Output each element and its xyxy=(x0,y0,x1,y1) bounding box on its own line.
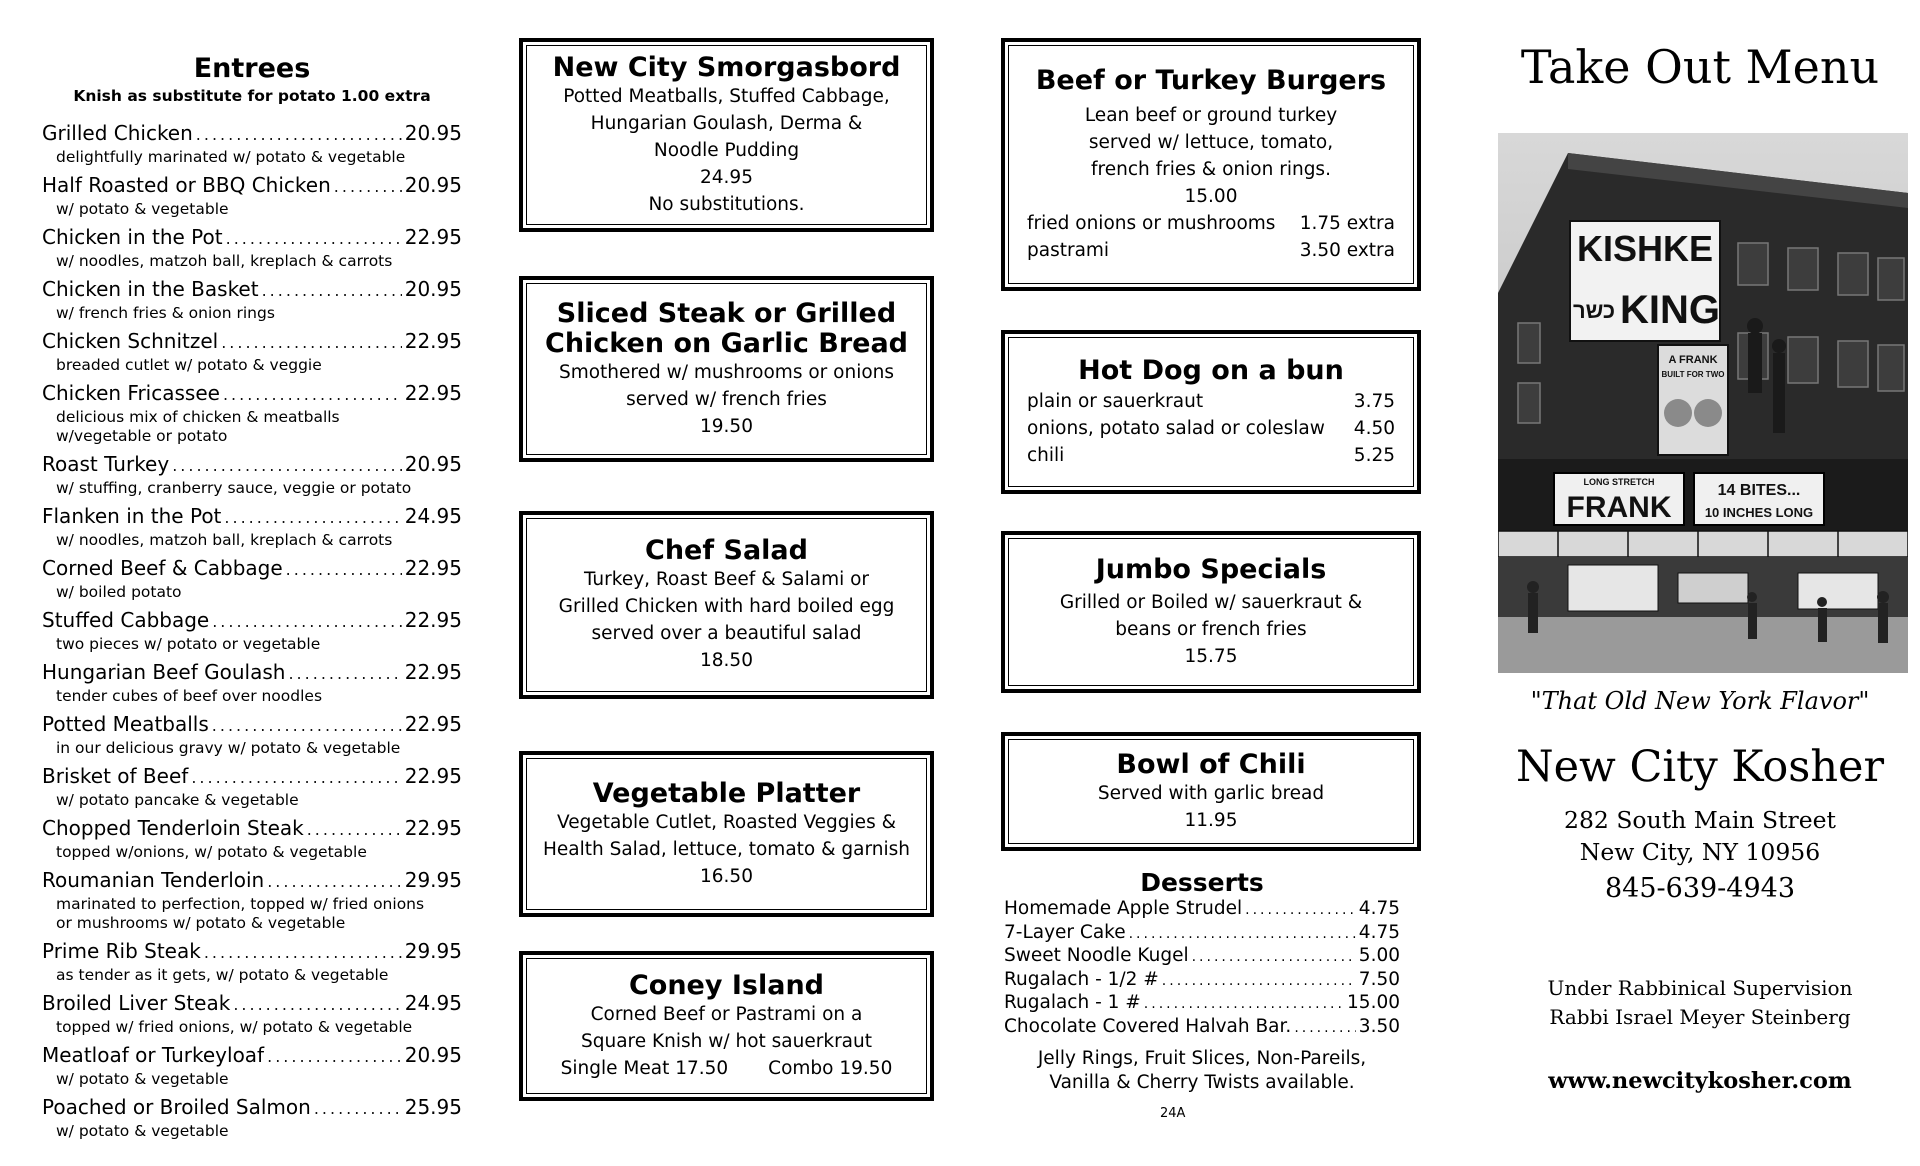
entree-line xyxy=(42,607,462,635)
entree-line xyxy=(42,938,462,966)
entree-description: topped w/onions, w/ potato & vegetable xyxy=(56,843,367,861)
burgers-extra-row xyxy=(1009,210,1413,237)
leader-dots xyxy=(1129,923,1356,946)
smorgasbord-box xyxy=(519,38,934,232)
leader-dots xyxy=(223,382,402,408)
chef-salad-line: Turkey, Roast Beef & Salami or xyxy=(583,569,870,590)
smorgasbord-line: Noodle Pudding xyxy=(653,139,800,161)
burgers-extra-row xyxy=(1009,237,1413,264)
entree-description: two pieces w/ potato or vegetable xyxy=(56,635,321,653)
entree-item xyxy=(42,990,462,1037)
chili-price: 11.95 xyxy=(1184,809,1238,831)
chili-line: Served with garlic bread xyxy=(1097,782,1325,804)
entree-name: Poached or Broiled Salmon xyxy=(42,1095,311,1119)
burgers-title: Beef or Turkey Burgers xyxy=(1035,64,1387,96)
entree-name: Chicken in the Pot xyxy=(42,225,223,249)
desserts-note-line: Vanilla & Cherry Twists available. xyxy=(1049,1072,1355,1093)
dessert-name: Sweet Noodle Kugel xyxy=(1004,945,1189,966)
entree-price: 25.95 xyxy=(404,1095,462,1119)
smorgasbord-line: Hungarian Goulash, Derma & xyxy=(590,112,863,134)
entree-item xyxy=(42,659,462,706)
steak-sandwich-line: Smothered w/ mushrooms or onions xyxy=(558,361,895,383)
dessert-item xyxy=(1004,945,1400,969)
leader-dots xyxy=(334,174,402,200)
entree-item xyxy=(42,451,462,498)
entree-price: 29.95 xyxy=(404,868,462,892)
entree-line xyxy=(42,867,462,895)
entree-description: w/ potato & vegetable xyxy=(56,200,229,218)
entree-name: Roast Turkey xyxy=(42,452,170,476)
entree-name: Chicken in the Basket xyxy=(42,277,259,301)
burgers-line: served w/ lettuce, tomato, xyxy=(1088,131,1334,153)
entree-line xyxy=(42,451,462,479)
entree-line xyxy=(42,172,462,200)
vegetable-platter-box xyxy=(519,751,934,917)
dessert-name: Rugalach - 1 # xyxy=(1004,992,1141,1013)
burgers-extra-price: 1.75 extra xyxy=(1299,212,1395,234)
address-line-1: 282 South Main Street xyxy=(1564,806,1836,834)
entree-name: Broiled Liver Steak xyxy=(42,991,231,1015)
entree-name: Corned Beef & Cabbage xyxy=(42,556,283,580)
leader-dots xyxy=(191,765,401,791)
entree-item xyxy=(42,1094,462,1141)
steak-sandwich-title-line1: Sliced Steak or Grilled xyxy=(556,297,897,329)
chef-salad-price: 18.50 xyxy=(700,650,753,671)
entree-line xyxy=(42,503,462,531)
supervision-line-1: Under Rabbinical Supervision xyxy=(1547,976,1853,1000)
chef-salad-box xyxy=(519,511,934,699)
leader-dots xyxy=(1294,1017,1355,1040)
entree-name: Roumanian Tenderloin xyxy=(42,868,265,892)
coney-island-box xyxy=(519,951,934,1101)
entree-name: Chicken Schnitzel xyxy=(42,329,219,353)
entree-description: in our delicious gravy w/ potato & vegetable xyxy=(56,739,401,757)
leader-dots xyxy=(1245,899,1356,922)
entree-price: 22.95 xyxy=(404,816,462,840)
dessert-price: 5.00 xyxy=(1358,945,1400,966)
entree-name: Potted Meatballs xyxy=(42,712,209,736)
jumbo-title: Jumbo Specials xyxy=(1095,553,1327,585)
desserts-section xyxy=(1004,868,1400,1095)
entree-name: Prime Rib Steak xyxy=(42,939,201,963)
leader-dots xyxy=(233,992,401,1018)
photo-sign-inches: 10 INCHES LONG xyxy=(1704,505,1814,520)
photo-sign-frank: FRANK xyxy=(1566,491,1672,524)
hot-dog-label: plain or sauerkraut xyxy=(1027,390,1204,412)
photo-sign-kishke: KISHKE xyxy=(1576,228,1714,269)
entree-description: w/ potato pancake & vegetable xyxy=(56,791,299,809)
entree-price: 20.95 xyxy=(404,452,462,476)
smorgasbord-line: Potted Meatballs, Stuffed Cabbage, xyxy=(563,85,890,107)
entree-description: delightfully marinated w/ potato & vegetable xyxy=(56,148,406,166)
leader-dots xyxy=(212,713,402,739)
chef-salad-line: Grilled Chicken with hard boiled egg xyxy=(558,596,895,617)
entree-description: breaded cutlet w/ potato & veggie xyxy=(56,356,322,374)
dessert-item xyxy=(1004,969,1400,993)
entrees-title: Entrees xyxy=(193,53,311,84)
leader-dots xyxy=(226,226,402,252)
entree-item xyxy=(42,224,462,271)
dessert-name: Chocolate Covered Halvah Bar. xyxy=(1004,1015,1292,1037)
steak-sandwich-price: 19.50 xyxy=(700,415,753,437)
coney-island-single-price: Single Meat 17.50 xyxy=(560,1057,729,1079)
photo-sign-king: KING xyxy=(1620,288,1720,332)
entree-name: Hungarian Beef Goulash xyxy=(42,660,286,684)
photo-sign-hebrew: כשר xyxy=(1572,298,1616,323)
dessert-price: 15.00 xyxy=(1347,992,1400,1013)
entree-name: Stuffed Cabbage xyxy=(42,608,210,632)
photo-sign-a-frank: A FRANK xyxy=(1668,354,1718,366)
entree-description: marinated to perfection, topped w/ fried onions or mushrooms w/ potato & vegetable xyxy=(56,895,425,932)
entree-price: 22.95 xyxy=(404,329,462,353)
leader-dots xyxy=(224,505,401,531)
steak-sandwich-box xyxy=(519,276,934,462)
dessert-name: Homemade Apple Strudel xyxy=(1004,898,1243,919)
photo-sign-bites: 14 BITES... xyxy=(1717,482,1801,499)
jumbo-box xyxy=(1001,531,1421,693)
entree-price: 22.95 xyxy=(404,225,462,249)
vegetable-platter-title: Vegetable Platter xyxy=(592,777,861,809)
phone-number: 845-639-4943 xyxy=(1604,873,1796,904)
restaurant-name: New City Kosher xyxy=(1515,742,1885,792)
entree-price: 24.95 xyxy=(404,991,462,1015)
desserts-note xyxy=(1004,1047,1400,1095)
entree-description: w/ potato & vegetable xyxy=(56,1122,229,1140)
restaurant-photo xyxy=(1498,133,1908,673)
leader-dots xyxy=(1162,970,1356,993)
entree-name: Grilled Chicken xyxy=(42,121,193,145)
entree-price: 22.95 xyxy=(404,381,462,405)
entree-item xyxy=(42,763,462,810)
entree-name: Brisket of Beef xyxy=(42,764,189,788)
supervision-line-2: Rabbi Israel Meyer Steinberg xyxy=(1549,1005,1851,1029)
entree-line xyxy=(42,224,462,252)
entree-line xyxy=(42,380,462,408)
coney-island-line: Corned Beef or Pastrami on a xyxy=(590,1003,863,1025)
burgers-extra-price: 3.50 extra xyxy=(1299,239,1395,261)
hot-dog-title: Hot Dog on a bun xyxy=(1078,354,1344,386)
entree-price: 20.95 xyxy=(404,121,462,145)
chili-box xyxy=(1001,732,1421,851)
leader-dots xyxy=(212,609,402,635)
dessert-price: 3.50 xyxy=(1358,1015,1400,1037)
entree-description: tender cubes of beef over noodles xyxy=(56,687,323,705)
jumbo-line: beans or french fries xyxy=(1115,618,1307,640)
entrees-subtitle: Knish as substitute for potato 1.00 extra xyxy=(73,87,431,105)
entree-name: Meatloaf or Turkeyloaf xyxy=(42,1043,265,1067)
entree-price: 22.95 xyxy=(404,556,462,580)
entree-price: 29.95 xyxy=(404,939,462,963)
jumbo-price: 15.75 xyxy=(1184,645,1238,667)
entree-item xyxy=(42,867,462,933)
dessert-price: 4.75 xyxy=(1358,921,1400,943)
leader-dots xyxy=(288,661,401,687)
dessert-item xyxy=(1004,922,1400,946)
steak-sandwich-line: served w/ french fries xyxy=(626,388,827,410)
hot-dog-box xyxy=(1001,330,1421,494)
entree-description: w/ noodles, matzoh ball, kreplach & carrots xyxy=(56,252,393,270)
entree-item xyxy=(42,328,462,375)
chef-salad-title: Chef Salad xyxy=(645,535,808,566)
tagline: "That Old New York Flavor" xyxy=(1530,687,1870,715)
burgers-extra-label: fried onions or mushrooms xyxy=(1027,212,1276,234)
entree-price: 22.95 xyxy=(404,660,462,684)
menu-title: Take Out Menu xyxy=(1520,40,1880,94)
entree-line xyxy=(42,763,462,791)
entree-list xyxy=(42,120,462,1141)
smorgasbord-price: 24.95 xyxy=(700,166,753,188)
burgers-price: 15.00 xyxy=(1184,185,1238,207)
desserts-note-line: Jelly Rings, Fruit Slices, Non-Pareils, xyxy=(1037,1048,1367,1069)
dessert-name: Rugalach - 1/2 # xyxy=(1004,968,1159,990)
coney-island-title: Coney Island xyxy=(628,969,825,1001)
dessert-name: 7-Layer Cake xyxy=(1004,921,1126,943)
jumbo-line: Grilled or Boiled w/ sauerkraut & xyxy=(1059,591,1363,613)
entree-name: Flanken in the Pot xyxy=(42,504,222,528)
chef-salad-line: served over a beautiful salad xyxy=(591,623,862,644)
hot-dog-label: onions, potato salad or coleslaw xyxy=(1027,417,1325,439)
entree-line xyxy=(42,120,462,148)
leader-dots xyxy=(314,1096,402,1122)
entree-name: Half Roasted or BBQ Chicken xyxy=(42,173,331,197)
entree-line xyxy=(42,1042,462,1070)
entree-line xyxy=(42,659,462,687)
hot-dog-price: 5.25 xyxy=(1353,444,1395,466)
photo-street xyxy=(1498,617,1908,673)
photo-sign-built-for-two: BUILT FOR TWO xyxy=(1661,370,1725,379)
entree-item xyxy=(42,276,462,323)
hot-dog-row xyxy=(1009,442,1413,469)
burgers-extra-label: pastrami xyxy=(1027,239,1110,261)
dessert-list xyxy=(1004,898,1400,1039)
leader-dots xyxy=(262,278,402,304)
entree-description: delicious mix of chicken & meatballs w/vegetable or potato xyxy=(56,408,340,445)
hot-dog-price: 4.50 xyxy=(1353,417,1395,439)
dessert-price: 4.75 xyxy=(1358,898,1400,919)
entree-item xyxy=(42,503,462,550)
entree-item xyxy=(42,711,462,758)
hot-dog-row xyxy=(1009,388,1413,415)
chili-title: Bowl of Chili xyxy=(1116,748,1306,780)
entree-item xyxy=(42,938,462,985)
entree-description: as tender as it gets, w/ potato & vegetable xyxy=(56,966,389,984)
smorgasbord-note: No substitutions. xyxy=(648,193,805,215)
coney-island-combo-price: Combo 19.50 xyxy=(768,1057,893,1079)
entree-line xyxy=(42,990,462,1018)
entree-price: 20.95 xyxy=(404,277,462,301)
entree-description: w/ boiled potato xyxy=(56,583,182,601)
coney-island-prices xyxy=(527,1055,926,1082)
leader-dots xyxy=(267,1044,402,1070)
smorgasbord-title: New City Smorgasbord xyxy=(552,51,901,83)
vegetable-platter-line: Vegetable Cutlet, Roasted Veggies & xyxy=(556,811,897,833)
entree-item xyxy=(42,607,462,654)
entree-description: w/ noodles, matzoh ball, kreplach & carrots xyxy=(56,531,393,549)
entree-line xyxy=(42,815,462,843)
burgers-box xyxy=(1001,38,1421,291)
entree-price: 24.95 xyxy=(404,504,462,528)
website-link[interactable]: www.newcitykosher.com xyxy=(1548,1068,1852,1094)
leader-dots xyxy=(204,940,402,966)
entree-price: 22.95 xyxy=(404,764,462,788)
entree-line xyxy=(42,276,462,304)
hot-dog-price: 3.75 xyxy=(1353,390,1395,412)
entree-name: Chopped Tenderloin Steak xyxy=(42,816,304,840)
entree-price: 22.95 xyxy=(404,608,462,632)
dessert-item xyxy=(1004,992,1400,1016)
entree-item xyxy=(42,555,462,602)
vegetable-platter-price: 16.50 xyxy=(700,865,753,887)
leader-dots xyxy=(196,122,402,148)
entree-price: 22.95 xyxy=(404,712,462,736)
desserts-title: Desserts xyxy=(1140,868,1264,897)
entree-description: topped w/ fried onions, w/ potato & vegetable xyxy=(56,1018,413,1036)
photo-sign-long-stretch: LONG STRETCH xyxy=(1583,477,1655,487)
entree-line xyxy=(42,711,462,739)
coney-island-line: Square Knish w/ hot sauerkraut xyxy=(581,1030,872,1052)
dessert-price: 7.50 xyxy=(1358,968,1400,990)
vegetable-platter-line: Health Salad, lettuce, tomato & garnish xyxy=(542,838,911,860)
menu-code: 24A xyxy=(1160,1106,1186,1121)
burgers-line: Lean beef or ground turkey xyxy=(1084,104,1338,126)
entrees-section xyxy=(42,52,462,1146)
leader-dots xyxy=(1144,993,1344,1016)
burgers-line: french fries & onion rings. xyxy=(1091,158,1331,180)
entree-line xyxy=(42,1094,462,1122)
dessert-item xyxy=(1004,898,1400,922)
hot-dog-row xyxy=(1009,415,1413,442)
entree-item xyxy=(42,815,462,862)
leader-dots xyxy=(172,453,402,479)
leader-dots xyxy=(307,817,402,843)
leader-dots xyxy=(286,557,402,583)
leader-dots xyxy=(221,330,402,356)
entree-description: w/ potato & vegetable xyxy=(56,1070,229,1088)
entree-item xyxy=(42,120,462,167)
entree-item xyxy=(42,380,462,446)
entree-price: 20.95 xyxy=(404,1043,462,1067)
steak-sandwich-title-line2: Chicken on Garlic Bread xyxy=(545,327,908,359)
entree-name: Chicken Fricassee xyxy=(42,381,220,405)
entree-description: w/ stuffing, cranberry sauce, veggie or potato xyxy=(56,479,412,497)
entree-line xyxy=(42,328,462,356)
leader-dots xyxy=(1192,946,1356,969)
entree-item xyxy=(42,172,462,219)
entree-price: 20.95 xyxy=(404,173,462,197)
hot-dog-label: chili xyxy=(1027,444,1065,466)
leader-dots xyxy=(267,869,402,895)
dessert-item xyxy=(1004,1016,1400,1040)
address-line-2: New City, NY 10956 xyxy=(1579,838,1821,866)
entree-item xyxy=(42,1042,462,1089)
entree-line xyxy=(42,555,462,583)
entree-description: w/ french fries & onion rings xyxy=(56,304,275,322)
photo-storefront-signs xyxy=(1498,531,1908,557)
